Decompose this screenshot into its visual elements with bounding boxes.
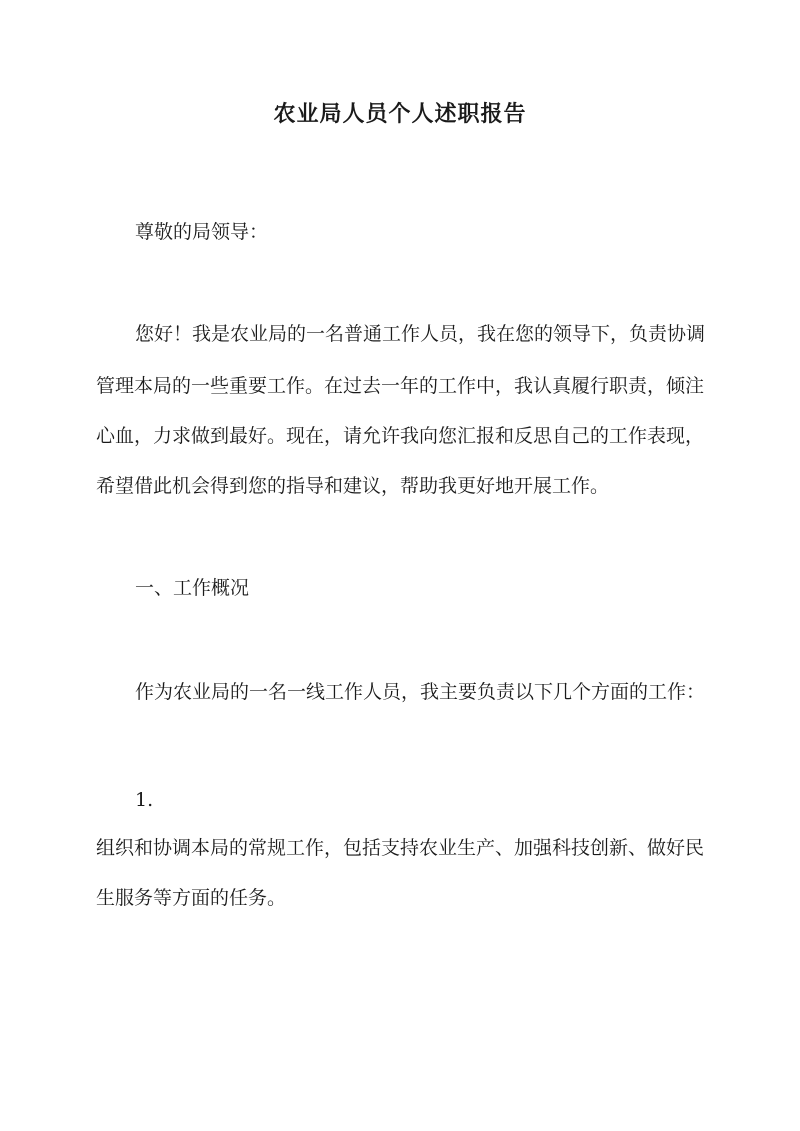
intro-line-3: 心血，力求做到最好。现在，请允许我向您汇报和反思自己的工作表现， xyxy=(96,425,705,447)
section-intro: 作为农业局的一名一线工作人员，我主要负责以下几个方面的工作： xyxy=(135,681,706,703)
intro-line-2: 管理本局的一些重要工作。在过去一年的工作中，我认真履行职责，倾注 xyxy=(96,375,705,397)
section-heading: 一、工作概况 xyxy=(135,577,250,599)
document-title: 农业局人员个人述职报告 xyxy=(273,101,527,127)
item-line-2: 生服务等方面的任务。 xyxy=(96,887,287,909)
item-line-1: 组织和协调本局的常规工作，包括支持农业生产、加强科技创新、做好民 xyxy=(96,837,705,859)
intro-line-4: 希望借此机会得到您的指导和建议，帮助我更好地开展工作。 xyxy=(96,475,610,497)
salutation: 尊敬的局领导： xyxy=(135,221,269,243)
intro-line-1: 您好！我是农业局的一名普通工作人员，我在您的领导下，负责协调 xyxy=(135,323,706,345)
item-number: 1. xyxy=(135,789,154,811)
